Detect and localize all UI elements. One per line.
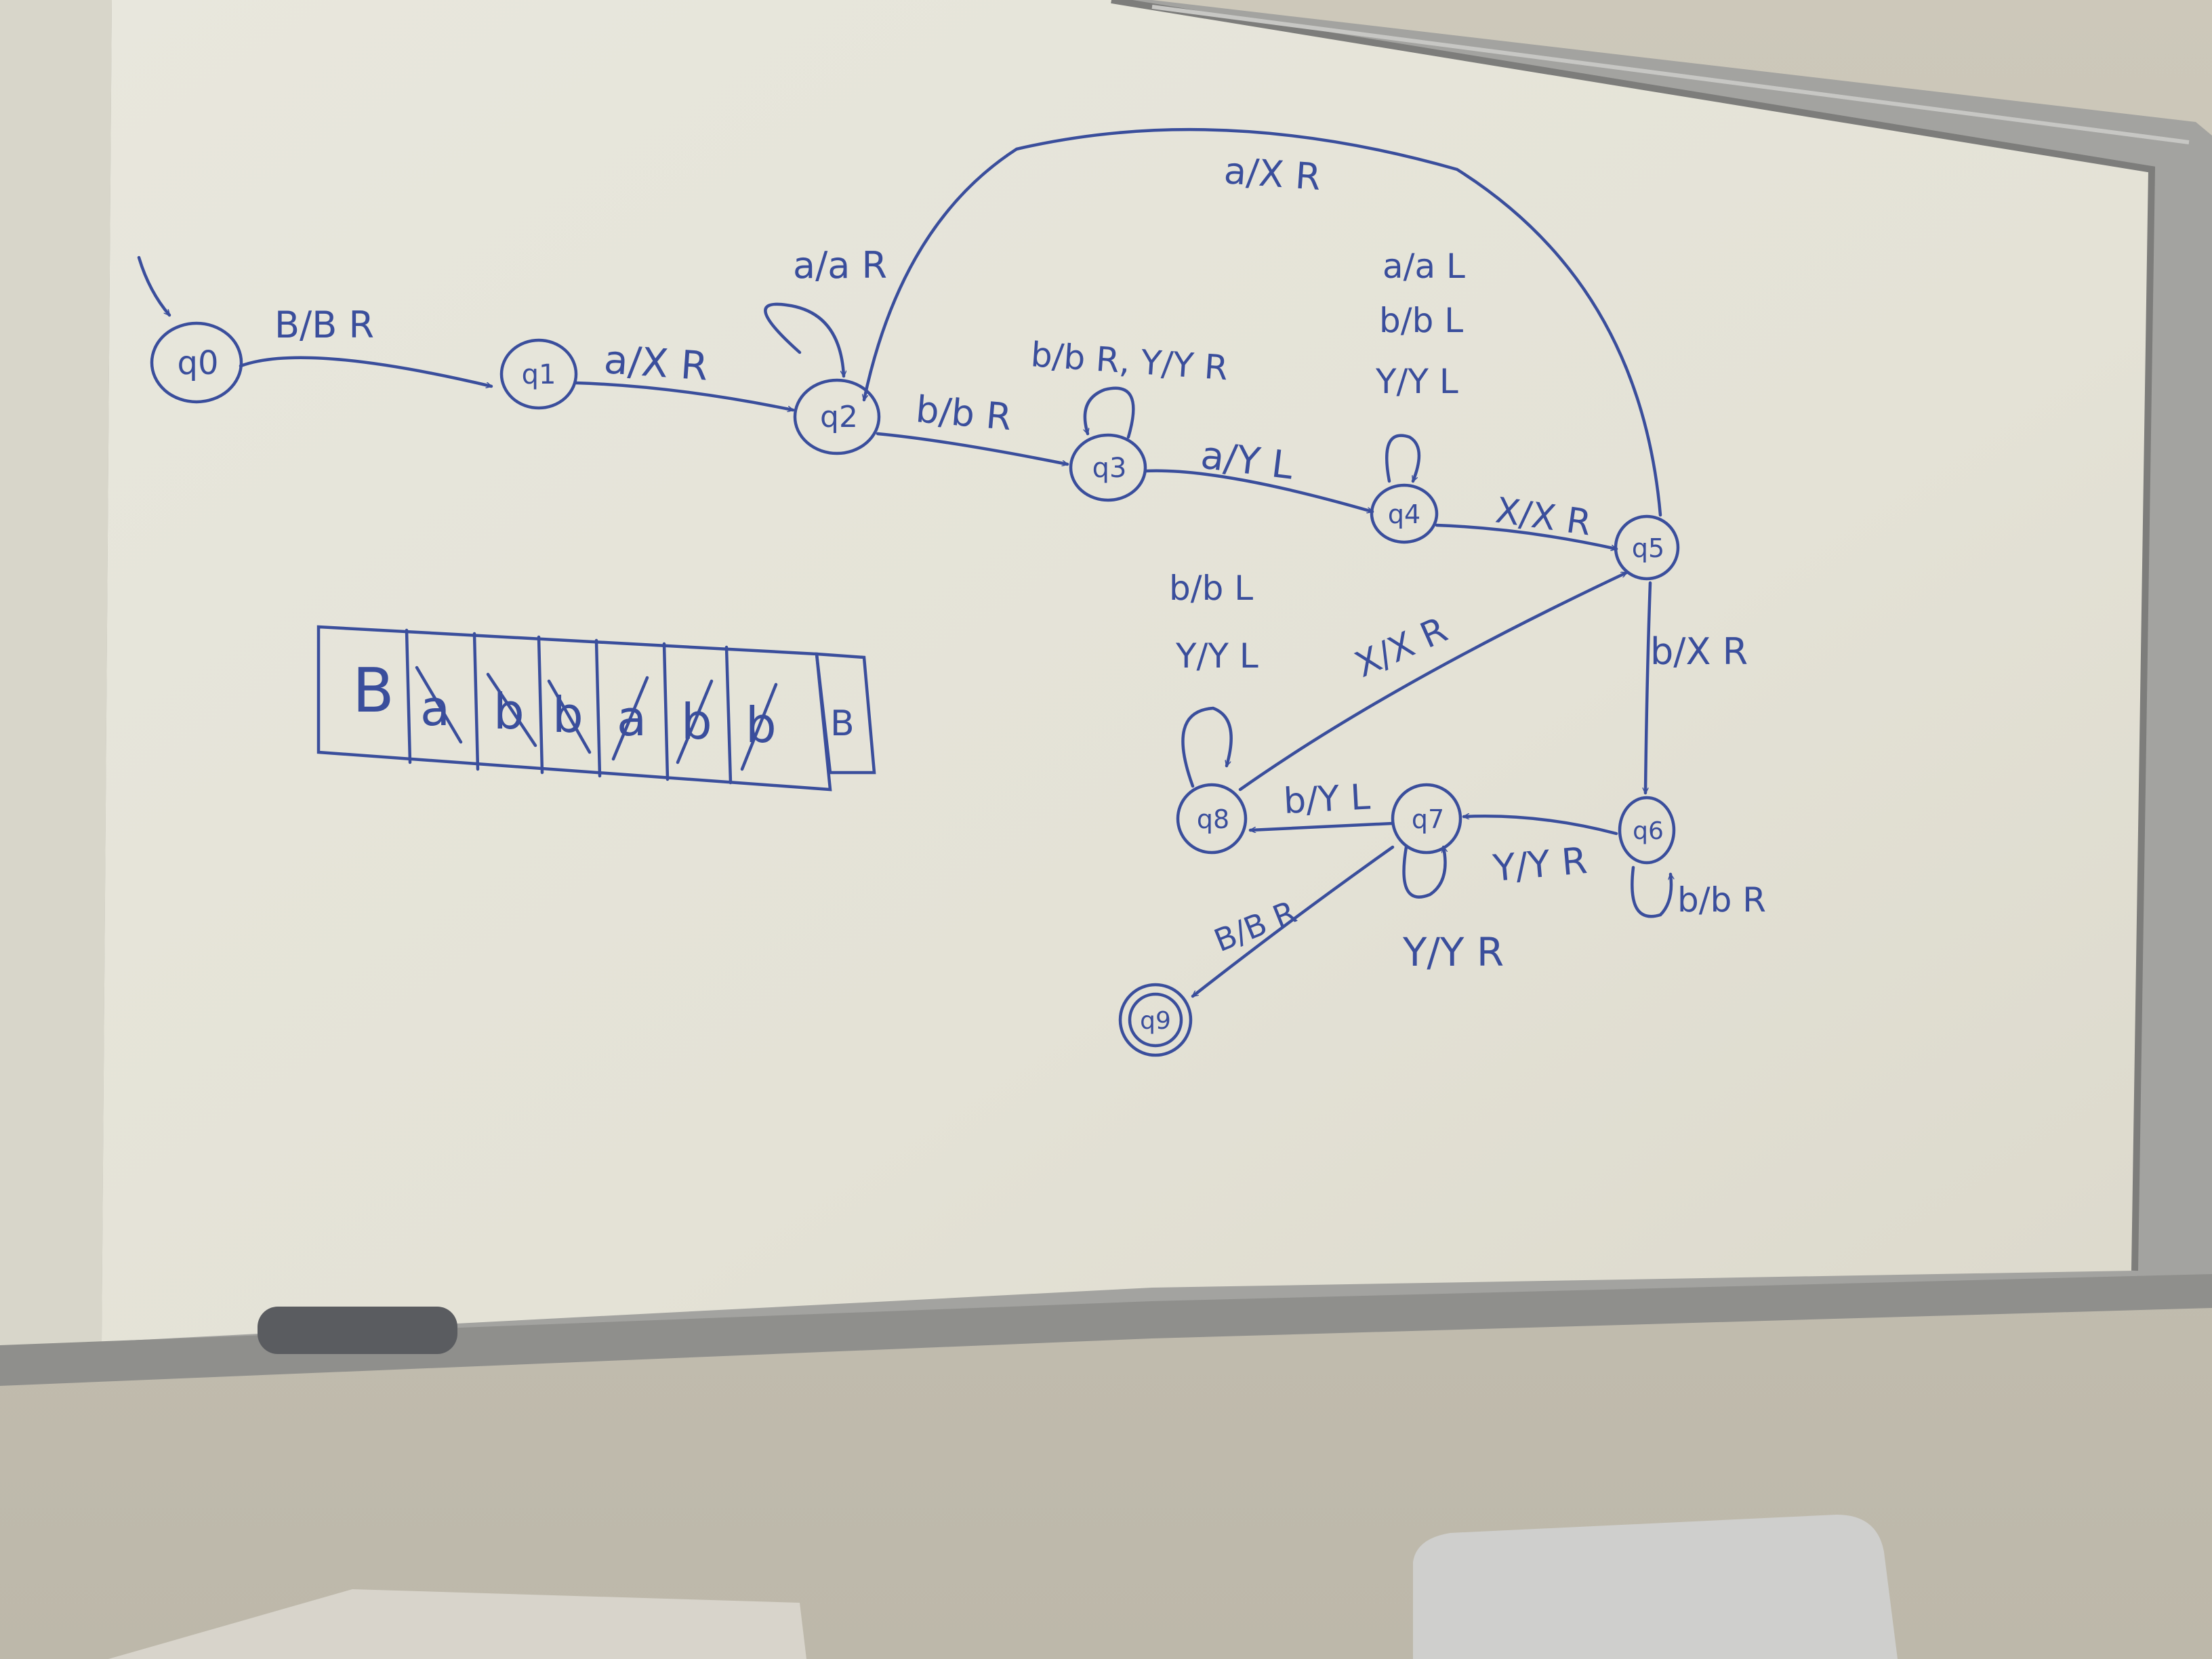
label-q6-q7: Y/Y R <box>1491 839 1589 890</box>
label-q6-loop: b/b R <box>1677 880 1766 920</box>
label-q7-loop: Y/Y R <box>1403 929 1504 975</box>
label-q3-q4: a/Y L <box>1198 433 1296 489</box>
state-label: q6 <box>1633 817 1664 845</box>
label-q0-q1: B/B R <box>274 304 374 346</box>
tape-cell-4: a <box>617 690 647 747</box>
left-board-panel <box>0 0 112 1362</box>
eraser <box>258 1307 457 1354</box>
state-label: q4 <box>1387 499 1421 529</box>
tape-cell-7: B <box>830 703 855 744</box>
label-q2-loop: a/a R <box>793 244 888 287</box>
chair <box>1413 1515 1898 1659</box>
label-q4-loop-y: Y/Y L <box>1376 362 1458 401</box>
tape-cell-6: b <box>745 697 777 754</box>
state-label: q1 <box>521 359 556 390</box>
tape-cell-3: b <box>552 687 583 743</box>
state-label: q9 <box>1140 1007 1171 1035</box>
label-q5-q2: a/X R <box>1223 149 1323 199</box>
tape-cell-5: b <box>681 693 712 750</box>
label-q3-loop: b/b R, Y/Y R <box>1029 335 1229 388</box>
state-label: q7 <box>1411 804 1445 834</box>
tape-cell-1: a <box>420 680 451 737</box>
state-label: q8 <box>1196 804 1230 834</box>
state-label: q0 <box>177 344 219 382</box>
label-q5-q6: b/X R <box>1650 630 1748 673</box>
label-q8-loop-b: b/b L <box>1169 569 1254 608</box>
label-q4-loop-b: b/b L <box>1379 301 1464 340</box>
state-label: q2 <box>820 400 858 434</box>
tape-cell-2: b <box>493 683 525 740</box>
label-q7-q9: B/B R <box>1208 893 1302 960</box>
tape-cell-0: B <box>352 655 394 726</box>
label-q4-loop-a: a/a L <box>1382 247 1465 286</box>
label-q4-q5: X/X R <box>1493 490 1594 544</box>
state-label: q5 <box>1631 533 1665 563</box>
state-label: q3 <box>1092 453 1127 484</box>
label-q1-q2: a/X R <box>602 336 710 390</box>
label-q2-q3: b/b R <box>914 388 1014 439</box>
label-q7-q8: b/Y L <box>1282 777 1372 822</box>
label-q8-q5: X/X R <box>1349 609 1454 686</box>
state-q9-accept <box>1120 985 1191 1055</box>
label-q8-loop-y: Y/Y L <box>1176 636 1258 676</box>
